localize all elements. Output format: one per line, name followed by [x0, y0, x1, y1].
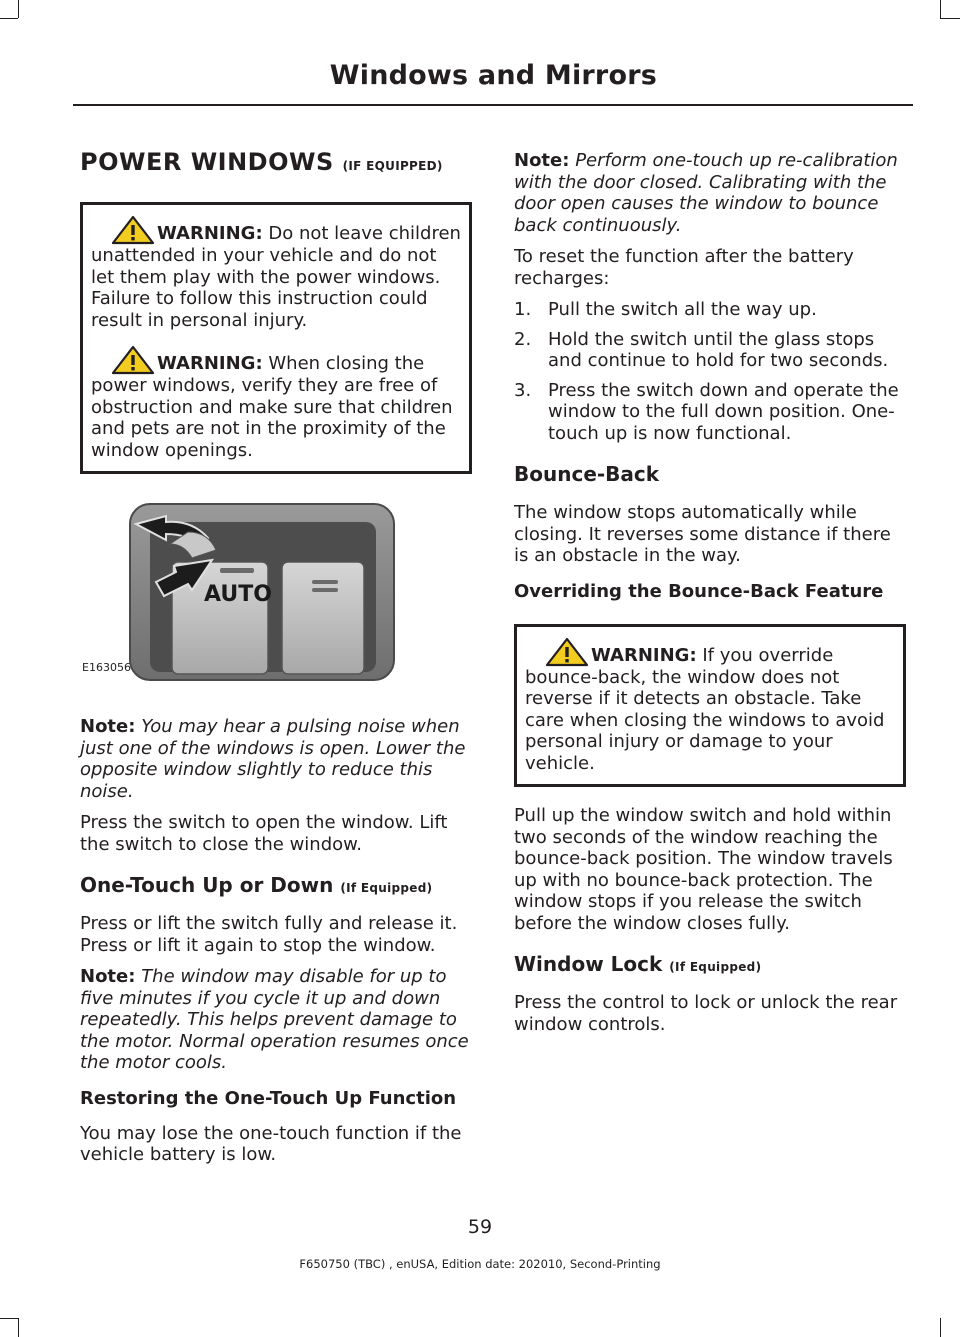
section-heading-overriding: Overriding the Bounce-Back Feature [514, 580, 884, 602]
crop-mark [18, 1318, 19, 1337]
section-heading-bounce-back: Bounce-Back [514, 462, 660, 486]
crop-mark [940, 0, 941, 18]
window-switch-illustration [80, 498, 472, 698]
warning-paragraph: WARNING: Do not leave children unattended in your vehicle and do not let them play with the power windows. Failure to follow this instruction could result in personal injury. [91, 215, 461, 331]
crop-mark [0, 18, 18, 19]
section-heading-window-lock: Window Lock (If Equipped) [514, 952, 762, 976]
section-heading-power-windows: POWER WINDOWS (IF EQUIPPED) [80, 148, 443, 176]
warning-box [80, 202, 472, 474]
note-pulsing-noise: Note: You may hear a pulsing noise when just one of the windows is open. Lower the opposite window slightly to reduce this noise. [80, 716, 466, 802]
note-disable: Note: The window may disable for up to five minutes if you cycle it up and down repeatedly. This helps prevent damage to the motor. Normal operation resumes once the motor cools. [80, 966, 469, 1073]
warning-paragraph: WARNING: When closing the power windows, verify they are free of obstruction and make sure that children and pets are not in the proximity of the window openings. [91, 345, 461, 461]
warning-paragraph: WARNING: If you override bounce-back, the window does not reverse if it detects an obstacle. Take care when closing the windows to avoid personal injury or damage to your vehicle. [525, 637, 895, 775]
section-heading-restoring: Restoring the One-Touch Up Function [80, 1087, 457, 1109]
section-heading-one-touch: One-Touch Up or Down (If Equipped) [80, 873, 433, 897]
list-item: 3. Press the switch down and operate the window to the full down position. One-touch up is now functional. [514, 379, 899, 444]
warning-triangle-icon [111, 345, 155, 375]
note-recalibration: Note: Perform one-touch up re-calibration with the door closed. Calibrating with the door open causes the window to bounce back continuously. [514, 150, 898, 236]
crop-mark [0, 1318, 18, 1319]
crop-mark [940, 1318, 941, 1337]
page-header-title: Windows and Mirrors [329, 60, 657, 91]
list-item: 2. Hold the switch until the glass stops and continue to hold for two seconds. [514, 328, 889, 371]
body-text: The window stops automatically while closing. It reverses some distance if there is an obstacle in the way. [514, 502, 891, 566]
body-text: Pull up the window switch and hold within two seconds of the window reaching the bounce-back position. The window travels up with no bounce-back protection. The window stops if you release the switch before the window closes fully. [514, 805, 893, 934]
power-window-switch-figure [80, 498, 472, 698]
crop-mark [940, 18, 960, 19]
figure-code: E163056 [82, 661, 131, 674]
body-text: To reset the function after the battery recharges: [514, 246, 854, 289]
body-text: Press the control to lock or unlock the rear window controls. [514, 992, 898, 1035]
left-column [80, 142, 472, 1176]
header-rule [73, 104, 913, 106]
crop-mark [18, 0, 19, 18]
warning-triangle-icon [545, 637, 589, 667]
body-text: You may lose the one-touch function if the vehicle battery is low. [80, 1122, 462, 1165]
reset-steps-list [514, 299, 906, 444]
footer-edition: F650750 (TBC) , enUSA, Edition date: 202010, Second-Printing [299, 1257, 661, 1271]
body-text: Press or lift the switch fully and release it. Press or lift it again to stop the window. [80, 913, 458, 956]
page-number: 59 [467, 1216, 493, 1238]
right-column [514, 150, 906, 1045]
body-text: Press the switch to open the window. Lift the switch to close the window. [80, 812, 448, 855]
auto-label: AUTO [204, 582, 272, 607]
warning-triangle-icon [111, 215, 155, 245]
warning-box [514, 624, 906, 788]
list-item: 1. Pull the switch all the way up. [514, 299, 817, 320]
